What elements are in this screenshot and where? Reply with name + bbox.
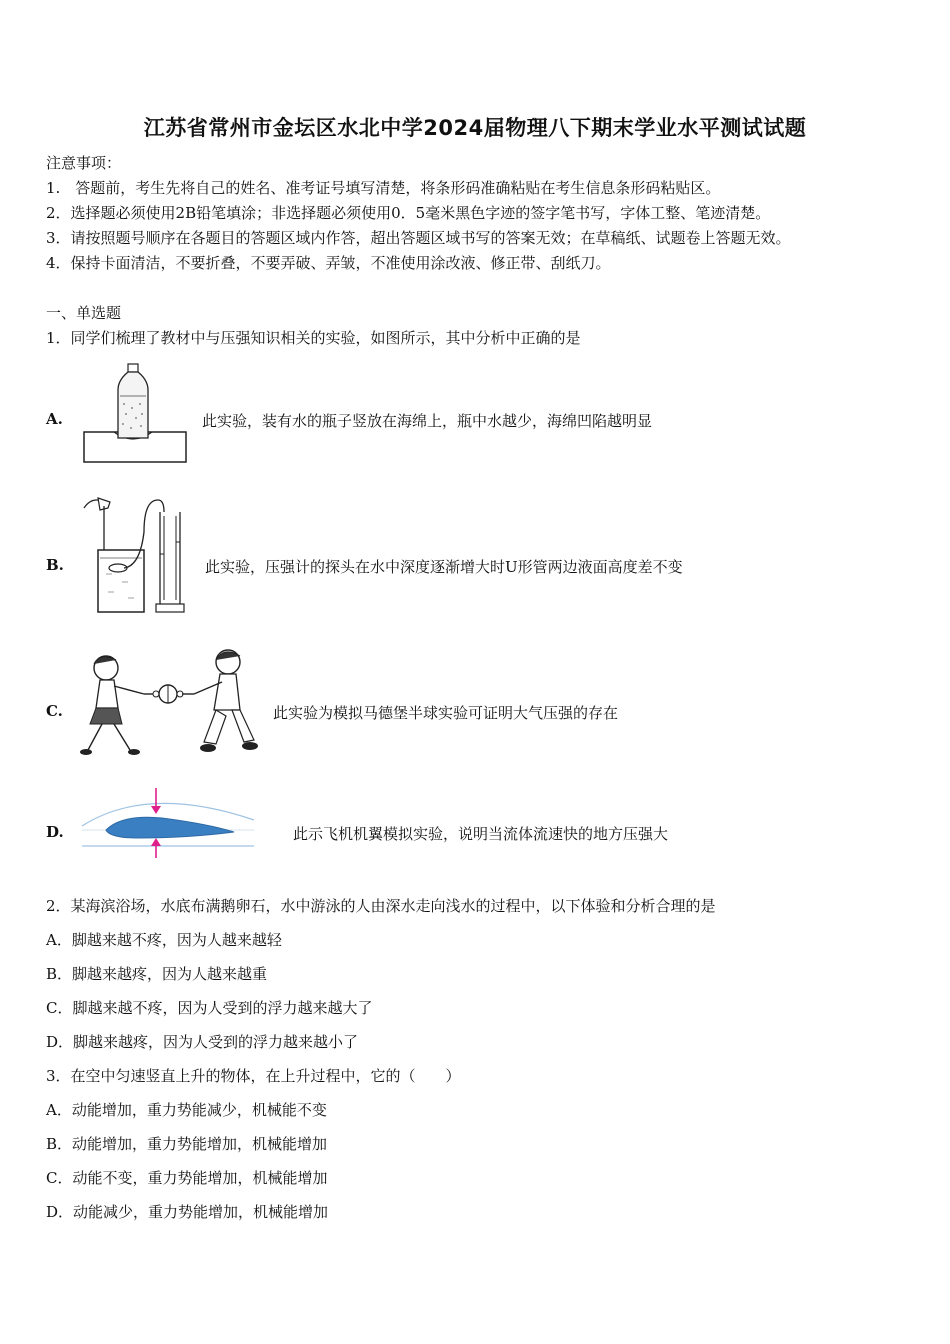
notice-item-1: 1. 答题前，考生先将自己的姓名、准考证号填写清楚，将条形码准确粘贴在考生信息条形码粘贴区。 — [46, 179, 721, 197]
q2-option-b: B．脚越来越疼，因为人越来越重 — [46, 965, 268, 983]
q2-option-c: C．脚越来越不疼，因为人受到的浮力越来越大了 — [46, 999, 373, 1017]
notice-item-3: 3．请按照题号顺序在各题目的答题区域内作答，超出答题区域书写的答案无效；在草稿纸、试题卷上答题无效。 — [46, 229, 791, 247]
q1-option-b-letter: B. — [46, 556, 64, 574]
q2-stem: 2．某海滨浴场，水底布满鹅卵石，水中游泳的人由深水走向浅水的过程中，以下体验和分析合理的是 — [46, 897, 716, 915]
q1-option-c-letter: C. — [46, 702, 63, 720]
q2-option-a: A．脚越来越不疼，因为人越来越轻 — [46, 931, 282, 949]
q1-stem: 1．同学们梳理了教材中与压强知识相关的实验，如图所示，其中分析中正确的是 — [46, 329, 581, 347]
airfoil-figure — [78, 784, 258, 860]
magdeburg-hemispheres-figure — [78, 646, 258, 764]
q2-option-d: D．脚越来越疼，因为人受到的浮力越来越小了 — [46, 1033, 359, 1051]
q3-stem: 3．在空中匀速竖直上升的物体，在上升过程中，它的（ ） — [46, 1067, 461, 1085]
bottle-on-sponge-figure — [80, 360, 190, 468]
q3-option-c: C．动能不变，重力势能增加，机械能增加 — [46, 1169, 328, 1187]
q1-option-a-text: 此实验，装有水的瓶子竖放在海绵上，瓶中水越少，海绵凹陷越明显 — [202, 412, 653, 430]
q1-option-d-letter: D. — [46, 823, 64, 841]
q1-option-c-text: 此实验为模拟马德堡半球实验可证明大气压强的存在 — [273, 704, 619, 722]
q1-option-a-letter: A. — [46, 410, 63, 428]
notice-item-4: 4．保持卡面清洁，不要折叠，不要弄破、弄皱，不准使用涂改液、修正带、刮纸刀。 — [46, 254, 611, 272]
q3-option-b: B．动能增加，重力势能增加，机械能增加 — [46, 1135, 328, 1153]
q3-option-a: A．动能增加，重力势能减少，机械能不变 — [46, 1101, 327, 1119]
q3-option-d: D．动能减少，重力势能增加，机械能增加 — [46, 1203, 329, 1221]
pressure-gauge-figure — [78, 492, 188, 616]
section-heading: 一、单选题 — [46, 304, 122, 322]
page-title: 江苏省常州市金坛区水北中学2024届物理八下期末学业水平测试试题 — [143, 116, 807, 140]
notice-item-2: 2．选择题必须使用2B铅笔填涂；非选择题必须使用0．5毫米黑色字迹的签字笔书写，字体工整、笔迹清楚。 — [46, 204, 771, 222]
q1-option-b-text: 此实验，压强计的探头在水中深度逐渐增大时U形管两边液面高度差不变 — [205, 558, 683, 576]
q1-option-d-text: 此示飞机机翼模拟实验，说明当流体流速快的地方压强大 — [293, 825, 669, 843]
notice-heading: 注意事项： — [46, 154, 122, 172]
